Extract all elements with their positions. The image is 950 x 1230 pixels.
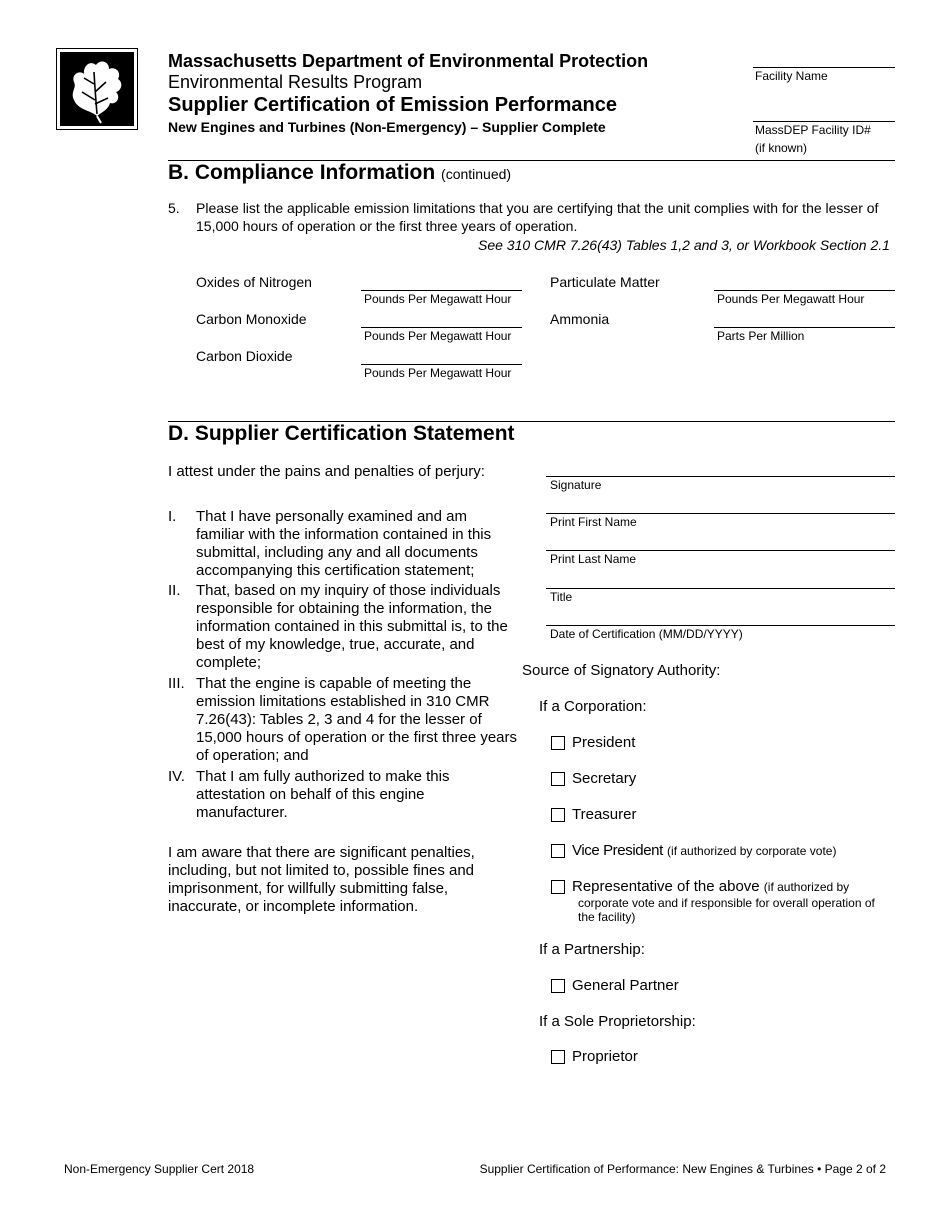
penalty-notice: I am aware that there are significant penalties, including, but not limited to, possible fines and imprisonment, for willfully submitting false, inaccurate, or incomplete information. <box>168 844 475 915</box>
title-label: Title <box>550 590 573 604</box>
general-partner-label: General Partner <box>572 977 679 994</box>
pollutant-co2-label: Carbon Dioxide <box>196 348 293 364</box>
vice-president-checkbox[interactable] <box>551 844 565 858</box>
facility-name-field[interactable] <box>753 67 895 68</box>
date-label: Date of Certification (MM/DD/YYYY) <box>550 627 743 641</box>
attest-item-text: That, based on my inquiry of those individuals responsible for obtaining the information, the information contained in this submittal is, to the best of my knowledge, true, accurate, and complete; <box>196 582 508 671</box>
vice-president-label: Vice President <box>572 842 663 859</box>
pollutant-nh3-label: Ammonia <box>550 311 610 327</box>
general-partner-checkbox[interactable] <box>551 979 565 993</box>
agency-name: Massachusetts Department of Environmental Protection <box>168 51 649 71</box>
pollutant-nox-label: Oxides of Nitrogen <box>196 274 312 290</box>
attest-item-number: IV. <box>168 768 185 785</box>
proprietor-checkbox[interactable] <box>551 1050 565 1064</box>
partnership-label: If a Partnership: <box>539 941 645 958</box>
facility-id-note: (if known) <box>755 141 808 155</box>
representative-label: Representative of the above <box>572 878 760 895</box>
form-title: Supplier Certification of Emission Performance <box>168 94 617 116</box>
question-5-number: 5. <box>168 200 180 216</box>
attest-item-number: II. <box>168 582 181 599</box>
attest-item-number: III. <box>168 675 185 692</box>
authority-heading: Source of Signatory Authority: <box>522 662 721 679</box>
proprietor-label: Proprietor <box>572 1048 638 1065</box>
representative-note-1: (if authorized by <box>763 880 850 894</box>
footer-right: Supplier Certification of Performance: New Engines & Turbines • Page 2 of 2 <box>479 1162 886 1176</box>
pollutant-nox-field[interactable] <box>361 290 522 291</box>
vice-president-note: (if authorized by corporate vote) <box>667 844 837 858</box>
last-name-label: Print Last Name <box>550 552 637 566</box>
facility-id-label: MassDEP Facility ID# <box>755 123 871 137</box>
pollutant-pm-field[interactable] <box>714 290 895 291</box>
pollutant-co-field[interactable] <box>361 327 522 328</box>
attest-item-text: That I am fully authorized to make this attestation on behalf of this engine manufacturer. <box>196 768 450 821</box>
attest-item-number: I. <box>168 508 177 525</box>
secretary-label: Secretary <box>572 770 637 787</box>
first-name-label: Print First Name <box>550 515 637 529</box>
question-5-text: Please list the applicable emission limitations that you are certifying that the unit complies with for the lesser of 15,000 hours of operation or the first three years of operation. <box>196 200 879 234</box>
president-label: President <box>572 734 636 751</box>
pollutant-co-unit: Pounds Per Megawatt Hour <box>364 329 512 343</box>
title-field[interactable] <box>546 588 895 589</box>
section-b-title <box>168 161 511 185</box>
pollutant-nh3-field[interactable] <box>714 327 895 328</box>
pollutant-nox-unit: Pounds Per Megawatt Hour <box>364 292 512 306</box>
section-d-title: D. Supplier Certification Statement <box>168 422 515 445</box>
pollutant-co2-unit: Pounds Per Megawatt Hour <box>364 366 512 380</box>
form-subtitle: New Engines and Turbines (Non-Emergency) – Supplier Complete <box>168 119 606 135</box>
facility-id-field[interactable] <box>753 121 895 122</box>
attest-item <box>168 582 518 672</box>
attest-item-text: That the engine is capable of meeting the emission limitations established in 310 CMR 7.26(43): Tables 2, 3 and 4 for the lesser of 15,000 hours of operation or the first three years of operation; and <box>196 675 518 764</box>
treasurer-label: Treasurer <box>572 806 637 823</box>
representative-option <box>572 878 849 895</box>
pollutant-nh3-unit: Parts Per Million <box>717 329 805 343</box>
footer-left: Non-Emergency Supplier Cert 2018 <box>64 1162 255 1176</box>
president-checkbox[interactable] <box>551 736 565 750</box>
attest-intro: I attest under the pains and penalties of perjury: <box>168 463 485 480</box>
attest-item <box>168 508 518 580</box>
facility-name-label: Facility Name <box>755 69 828 83</box>
representative-checkbox[interactable] <box>551 880 565 894</box>
pollutant-pm-unit: Pounds Per Megawatt Hour <box>717 292 865 306</box>
question-5-reference: See 310 CMR 7.26(43) Tables 1,2 and 3, or Workbook Section 2.1 <box>478 237 890 253</box>
attest-item <box>168 768 518 822</box>
attest-item-text: That I have personally examined and am familiar with the information contained in this submittal, including any and all documents accompanying this certification statement; <box>196 508 492 579</box>
treasurer-checkbox[interactable] <box>551 808 565 822</box>
corporation-label: If a Corporation: <box>539 698 647 715</box>
date-field[interactable] <box>546 625 895 626</box>
first-name-field[interactable] <box>546 513 895 514</box>
pollutant-pm-label: Particulate Matter <box>550 274 660 290</box>
massdep-logo <box>56 48 138 130</box>
signature-label: Signature <box>550 478 602 492</box>
pollutant-co-label: Carbon Monoxide <box>196 311 307 327</box>
representative-note-2: corporate vote and if responsible for overall operation of the facility) <box>578 896 875 924</box>
section-b-title-note: (continued) <box>441 166 512 182</box>
signature-field[interactable] <box>546 476 895 477</box>
section-b-title-text: B. Compliance Information <box>168 161 436 184</box>
secretary-checkbox[interactable] <box>551 772 565 786</box>
last-name-field[interactable] <box>546 550 895 551</box>
attest-item <box>168 675 518 765</box>
oak-leaf-icon <box>60 52 134 126</box>
pollutant-co2-field[interactable] <box>361 364 522 365</box>
vice-president-option <box>572 842 836 859</box>
sole-proprietorship-label: If a Sole Proprietorship: <box>539 1013 696 1030</box>
program-name: Environmental Results Program <box>168 72 423 92</box>
